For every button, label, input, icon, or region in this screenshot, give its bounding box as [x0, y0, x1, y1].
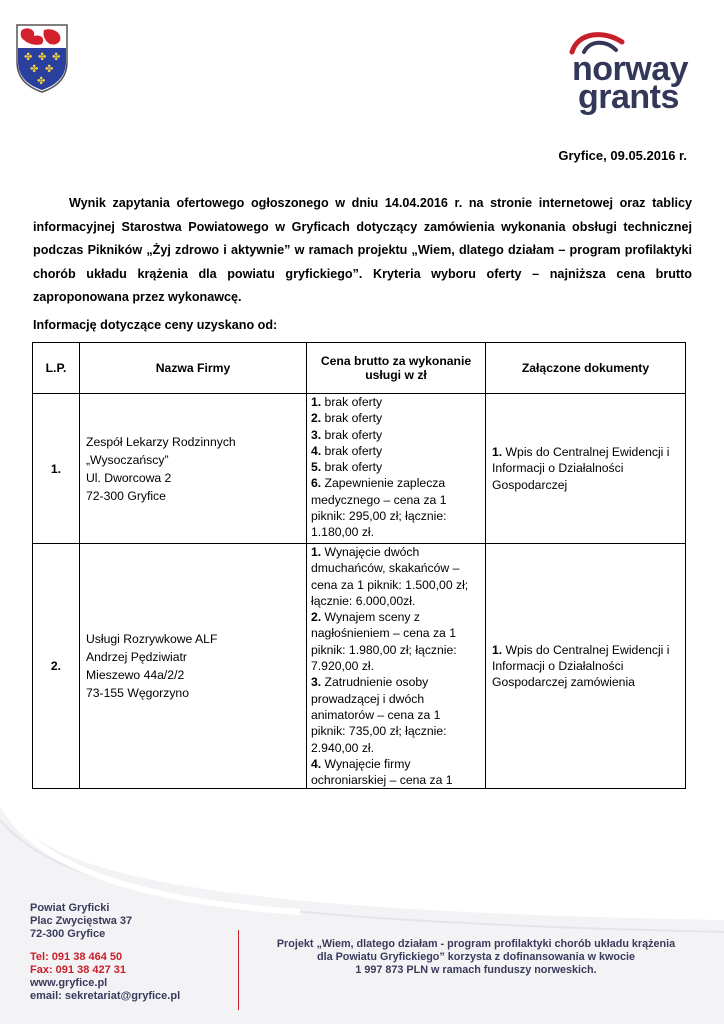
footer-fax: Fax: 091 38 427 31 — [30, 963, 127, 976]
footer-divider — [238, 930, 239, 1010]
row-lp: 1. — [33, 394, 80, 544]
row-firm — [80, 394, 307, 544]
header-firm: Nazwa Firmy — [80, 343, 307, 394]
svg-text:✤: ✤ — [30, 64, 39, 75]
row-docs — [486, 544, 686, 789]
county-crest-icon — [14, 22, 70, 94]
price-line: 3. Zatrudnienie osoby — [311, 675, 429, 690]
header-price-line2: usługi w zł — [365, 368, 427, 382]
row-firm — [80, 544, 307, 789]
svg-text:✤: ✤ — [37, 76, 46, 87]
price-line: 2. brak oferty — [311, 411, 383, 426]
svg-text:✤: ✤ — [45, 64, 54, 75]
logo-text-grants: grants — [578, 78, 679, 116]
docs-line: Gospodarczej — [492, 477, 568, 492]
price-line: 1. brak oferty — [311, 395, 383, 409]
footer-contact — [30, 902, 180, 1003]
project-line: Projekt „Wiem, dlatego działam - program profilaktyki chorób układu krążenia — [276, 938, 676, 950]
svg-text:✤: ✤ — [52, 52, 61, 63]
footer-email[interactable]: email: sekretariat@gryfice.pl — [30, 990, 181, 1003]
price-line: 6. Zapewnienie zaplecza — [311, 476, 446, 491]
header-price-line1: Cena brutto za wykonanie — [320, 354, 472, 368]
price-line: 2. Wynajem sceny z — [311, 610, 420, 625]
docs-line: 1. Wpis do Centralnej Ewidencji i — [492, 642, 670, 657]
row-price — [307, 544, 486, 789]
footer-address-line: Powiat Gryficki — [30, 902, 110, 914]
svg-text:✤: ✤ — [38, 52, 47, 63]
footer-phone: Tel: 091 38 464 50 — [30, 950, 123, 963]
intro-paragraph: Wynik zapytania ofertowego ogłoszonego w dniu 14.04.2016 r. na stronie internetowej oraz tablicy informacyjnej Starostwa Powiatowego w Gryficach dotyczący zamówienia wykonania obsługi technicznej podczas Pikników „Żyj zdrowo i aktywnie” w ramach projektu „Wiem, dlatego działam – program profilaktyki chorób układu krążenia dla powiatu gryfickiego”. Kryteria wyboru oferty – najniższa cena brutto zaproponowana przez wykonawcę. — [33, 196, 692, 304]
footer-address-line: Plac Zwycięstwa 37 — [30, 915, 133, 928]
price-line: nagłośnieniem – cena za 1 — [311, 626, 456, 641]
price-line: prowadzącej i dwóch — [311, 691, 425, 706]
firm-line: „Wysoczańscy” — [86, 452, 169, 467]
price-line: 7.920,00 zł. — [311, 659, 375, 674]
price-line: piknik: 1.980,00 zł; łącznie: — [311, 642, 457, 657]
row-lp: 2. — [33, 544, 80, 789]
footer-address-line: 72-300 Gryfice — [30, 928, 106, 941]
price-line: łącznie: 6.000,00zł. — [311, 593, 416, 608]
price-line: 2.940,00 zł. — [311, 740, 375, 755]
project-line: 1 997 873 PLN w ramach funduszy norweskich. — [355, 963, 597, 976]
price-line: dmuchańców, skakańców – — [311, 561, 460, 576]
table-row — [33, 394, 686, 544]
info-label: Informację dotyczące ceny uzyskano od: — [33, 318, 278, 332]
price-line: ochroniarskiej – cena za 1 — [311, 773, 453, 788]
firm-line: Ul. Dworcowa 2 — [86, 470, 172, 485]
logo-text-norway: norway — [572, 50, 689, 88]
price-line: medycznego – cena za 1 — [311, 492, 447, 507]
price-line: animatorów – cena za 1 — [311, 707, 441, 722]
row-docs — [486, 394, 686, 544]
header-lp: L.P. — [33, 343, 80, 394]
header-price — [307, 343, 486, 394]
firm-line: 73-155 Węgorzyno — [86, 686, 189, 701]
price-line: 1. Wynajęcie dwóch — [311, 545, 420, 559]
firm-line: Andrzej Pędziwiatr — [86, 650, 187, 665]
docs-line: Informacji o Działalności — [492, 461, 624, 476]
price-line: 3. brak oferty — [311, 427, 383, 442]
price-line: 4. Wynajęcie firmy — [311, 756, 411, 771]
header-docs: Załączone dokumenty — [486, 343, 686, 394]
table-row — [33, 544, 686, 789]
price-line: piknik: 295,00 zł; łącznie: — [311, 509, 447, 524]
price-line: 1.180,00 zł. — [311, 525, 375, 540]
price-line: piknik: 735,00 zł; łącznie: — [311, 724, 447, 739]
docs-line: 1. Wpis do Centralnej Ewidencji i — [492, 445, 670, 460]
table-header-row — [33, 343, 686, 394]
docs-line: Informacji o Działalności — [492, 659, 624, 674]
offers-table — [32, 342, 686, 789]
firm-line: Usługi Rozrywkowe ALF — [86, 632, 218, 647]
firm-line: Zespół Lekarzy Rodzinnych — [86, 434, 236, 449]
firm-line: 72-300 Gryfice — [86, 488, 166, 503]
svg-text:✤: ✤ — [24, 52, 33, 63]
document-date: Gryfice, 09.05.2016 r. — [558, 148, 687, 163]
price-line: 4. brak oferty — [311, 443, 383, 458]
norway-grants-logo — [562, 28, 702, 116]
footer-project-note — [246, 938, 706, 976]
footer-website[interactable]: www.gryfice.pl — [30, 977, 108, 990]
project-line: dla Powiatu Gryfickiego” korzysta z dofinansowania w kwocie — [317, 950, 635, 963]
docs-line: Gospodarczej zamówienia — [492, 675, 635, 690]
row-price — [307, 394, 486, 544]
price-line: cena za 1 piknik: 1.500,00 zł; — [311, 577, 469, 592]
firm-line: Mieszewo 44a/2/2 — [86, 668, 185, 683]
price-line: 5. brak oferty — [311, 460, 383, 475]
